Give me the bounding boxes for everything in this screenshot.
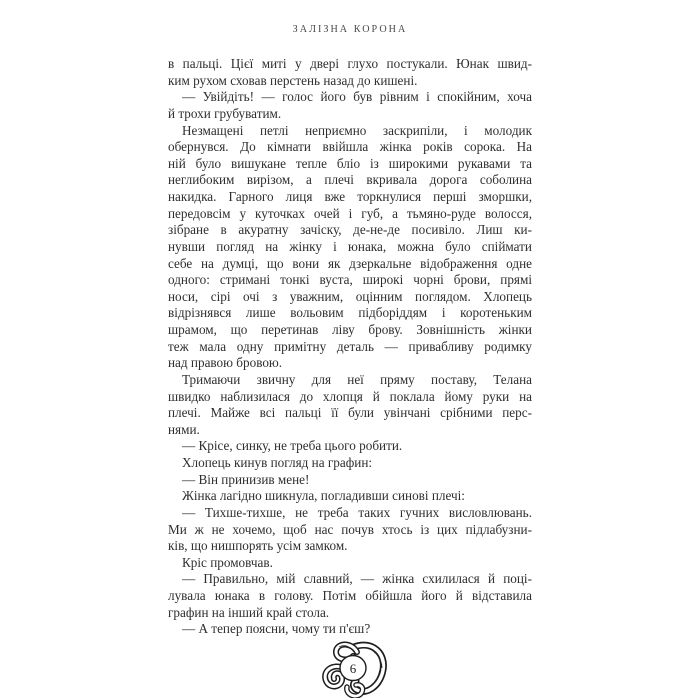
text-line: нями. bbox=[168, 421, 200, 437]
ornament-flourish-icon bbox=[316, 640, 390, 698]
text-line: зібране в акуратну зачіску, де-не-де посивіло. Лиш ки- bbox=[168, 222, 532, 238]
text-line: Жінка лагідно шикнула, погладивши синові плечі: bbox=[182, 488, 465, 504]
text-line: Ми ж не хочемо, щоб нас почув хтось із цих підлабузни- bbox=[168, 521, 532, 537]
text-line: ній було вишукане тепле бліо із широкими рукавами та bbox=[168, 155, 532, 171]
text-line: плечі. Майже всі пальці її були увінчані срібними перс- bbox=[168, 405, 532, 421]
text-line: себе на думці, що вони як дзеркальне відображення одне bbox=[168, 255, 532, 271]
text-line: нувши погляд на жінку і юнака, можна було спіймати bbox=[168, 238, 532, 254]
text-line: в пальці. Цієї миті у двері глухо постукали. Юнак швид- bbox=[168, 56, 532, 71]
text-line: одного: стримані тонкі вуста, широкі чорні брови, прямі bbox=[168, 272, 532, 288]
text-line: над правою бровою. bbox=[168, 355, 283, 371]
page-number: 6 bbox=[349, 661, 357, 676]
text-line: — Правильно, мій славний, — жінка схилилася й поці- bbox=[182, 571, 532, 587]
text-line: й трохи грубуватим. bbox=[168, 105, 282, 121]
text-line: швидко наблизилася до хлопця й поклала йому руки на bbox=[168, 388, 532, 404]
text-line: передовсім у куточках очей і губ, а тьмяно-руде волосся, bbox=[168, 205, 532, 221]
text-line: — Увійдіть! — голос його був рівним і спокійним, хоча bbox=[182, 89, 532, 105]
text-line: шрамом, що перетинав ліву брову. Зовнішність жінки bbox=[168, 322, 532, 337]
text-line: неглибоким вирізом, а плечі вкривала дорога соболина bbox=[168, 172, 532, 188]
text-line: — Тихше-тихше, не треба таких гучних висловлювань. bbox=[182, 504, 532, 520]
text-line: ким рухом сховав перстень назад до кишені. bbox=[168, 72, 418, 88]
text-line: теж мала одну примітну деталь — привабливу родимку bbox=[168, 338, 532, 354]
text-line: ків, що нишпорять усім замком. bbox=[168, 538, 348, 554]
running-header: ЗАЛІЗНА КОРОНА bbox=[292, 23, 408, 35]
text-line: накидка. Гарного лиця вже торкнулися перші зморшки, bbox=[168, 189, 532, 204]
text-line: лувала юнака в голову. Потім обійшла його й відставила bbox=[168, 588, 532, 603]
text-line: графин на інший край стола. bbox=[168, 604, 330, 620]
text-line: обернувся. До кімнати ввійшла жінка років сорока. На bbox=[168, 139, 532, 155]
text-line: відрізнявся лише вольовим підборіддям і коротеньким bbox=[168, 305, 532, 321]
text-line: Хлопець кинув погляд на графин: bbox=[182, 455, 373, 470]
text-line: носи, сірі очі з уважним, оцінним поглядом. Хлопець bbox=[168, 288, 532, 304]
text-line: Кріс промовчав. bbox=[182, 554, 273, 570]
text-line: — Крісе, синку, не треба цього робити. bbox=[182, 438, 403, 454]
text-column bbox=[168, 56, 532, 638]
text-line: — А тепер поясни, чому ти п'єш? bbox=[182, 621, 371, 637]
text-line: — Він принизив мене! bbox=[182, 471, 310, 487]
text-line: Тримаючи звичну для неї пряму поставу, Телана bbox=[182, 371, 532, 387]
text-line: Незмащені петлі неприємно заскрипіли, і молодик bbox=[182, 122, 532, 138]
page-number-ornament bbox=[316, 640, 390, 698]
